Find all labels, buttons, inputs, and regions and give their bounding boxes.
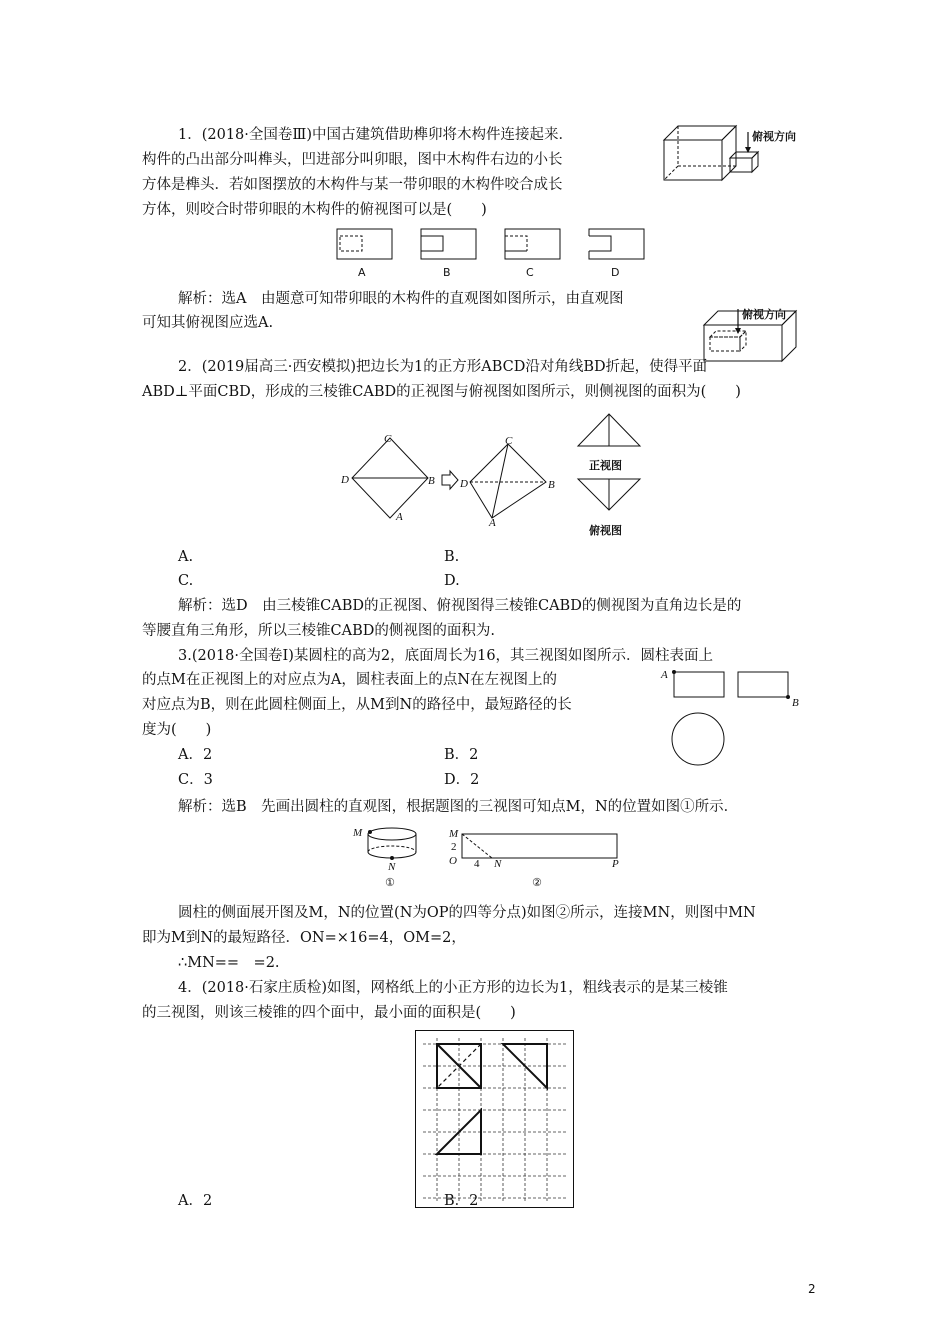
q2-square-pt-c: C <box>384 433 392 445</box>
q3-unrolled-m: M <box>449 828 459 840</box>
q3-unrolled-o: O <box>449 855 457 867</box>
q3-line-3: 对应点为B，则在此圆柱侧面上，从M到N的路径中，最短路径的长 <box>142 697 572 713</box>
q2-pyramid-pt-c: C <box>505 435 513 447</box>
q2-pyramid-pt-b: B <box>548 479 555 491</box>
q3-line-1: 3.(2018·全国卷Ⅰ)某圆柱的高为2，底面周长为16，其三视图如图所示．圆柱表面上 <box>178 648 714 664</box>
q3-option-b: B．2 <box>444 747 479 763</box>
q3-figure-1-label: ① <box>385 876 395 889</box>
q1-line-1: 1．(2018·全国卷Ⅲ)中国古建筑借助榫卯将木构件连接起来． <box>178 127 574 143</box>
q2-square-pt-b: B <box>428 475 435 487</box>
q2-square-pt-d: D <box>341 474 349 486</box>
q1-option-d-label: D <box>611 266 620 279</box>
q1-option-figures <box>335 227 645 261</box>
q1-line-3: 方体是榫头．若如图摆放的木构件与某一带卯眼的木构件咬合成长 <box>142 177 563 193</box>
q3-option-d: D．2 <box>444 772 480 788</box>
q1-view-direction-label: 俯视方向 <box>752 130 796 143</box>
page-number: 2 <box>808 1282 816 1296</box>
q2-front-view-label: 正视图 <box>589 459 622 472</box>
q3-unrolled-two: 2 <box>451 841 457 853</box>
q3-point-a: A <box>661 669 668 681</box>
q2-pyramid-pt-d: D <box>460 478 468 490</box>
q2-option-d: D. <box>444 573 460 589</box>
q4-option-a: A．2 <box>178 1193 213 1209</box>
q3-figure-2-label: ② <box>532 876 542 889</box>
q3-cyl-m: M <box>353 827 363 839</box>
q2-option-c: C. <box>178 573 194 589</box>
q2-solution-line-1: 解析：选D 由三棱锥CABD的正视图、俯视图得三棱锥CABD的侧视图为直角边长是的 <box>178 598 742 614</box>
q3-three-views-figure <box>668 668 798 768</box>
q3-unrolled-p: P <box>612 858 619 870</box>
q2-option-b: B. <box>444 549 460 565</box>
q1-solution-line-1: 解析：选A 由题意可知带卯眼的木构件的直观图如图所示，由直观图 <box>178 291 624 307</box>
q4-grid-figure <box>415 1030 575 1210</box>
q1-solution-view-label: 俯视方向 <box>742 308 786 321</box>
q4-option-b: B．2 <box>444 1193 479 1209</box>
q3-solution-line-2: 圆柱的侧面展开图及M，N的位置(N为OP的四等分点)如图②所示，连接MN，则图中MN <box>178 905 756 921</box>
q3-solution-line-4: ∴MN== =2. <box>178 955 280 971</box>
q1-option-b-label: B <box>443 266 451 279</box>
q1-solution-line-2: 可知其俯视图应选A. <box>142 315 274 331</box>
q3-line-4: 度为( ) <box>142 722 212 738</box>
q3-solution-line-1: 解析：选B 先画出圆柱的直观图，根据题图的三视图可知点M，N的位置如图①所示． <box>178 799 739 815</box>
q3-point-b: B <box>792 697 799 709</box>
q2-line-2: ABD⊥平面CBD，形成的三棱锥CABD的正视图与俯视图如图所示，则侧视图的面积为( ) <box>142 384 741 400</box>
q1-line-4: 方体，则咬合时带卯眼的木构件的俯视图可以是( ) <box>142 202 487 218</box>
q1-option-c-label: C <box>526 266 534 279</box>
q4-line-1: 4．(2018·石家庄质检)如图，网格纸上的小正方形的边长为1，粗线表示的是某三棱锥 <box>178 980 728 996</box>
q2-option-a: A. <box>178 549 194 565</box>
q2-line-1: 2．(2019届高三·西安模拟)把边长为1的正方形ABCD沿对角线BD折起，使得平面 <box>178 359 708 375</box>
q3-option-a: A．2 <box>178 747 213 763</box>
q4-line-2: 的三视图，则该三棱锥的四个面中，最小面的面积是( ) <box>142 1005 516 1021</box>
q3-line-2: 的点M在正视图上的对应点为A，圆柱表面上的点N在左视图上的 <box>142 672 558 688</box>
q3-solution-line-3: 即为M到N的最短路径．ON=×16=4，OM=2， <box>142 930 466 946</box>
q2-pyramid-pt-a: A <box>489 517 496 529</box>
q3-cyl-n: N <box>388 861 396 873</box>
q2-folding-figure <box>340 430 560 530</box>
q1-tenon-figure <box>660 122 820 192</box>
q3-unrolled-four: 4 <box>474 858 480 870</box>
q1-option-a-label: A <box>358 266 366 279</box>
q3-option-c: C．3 <box>178 772 213 788</box>
q3-unrolled-figure <box>460 830 620 864</box>
q1-line-2: 构件的凸出部分叫榫头，凹进部分叫卯眼，图中木构件右边的小长 <box>142 152 563 168</box>
q2-square-pt-a: A <box>396 511 403 523</box>
q2-top-view-label: 俯视图 <box>589 524 622 537</box>
q2-solution-line-2: 等腰直角三角形，所以三棱锥CABD的侧视图的面积为. <box>142 623 495 639</box>
q3-unrolled-n: N <box>494 858 502 870</box>
